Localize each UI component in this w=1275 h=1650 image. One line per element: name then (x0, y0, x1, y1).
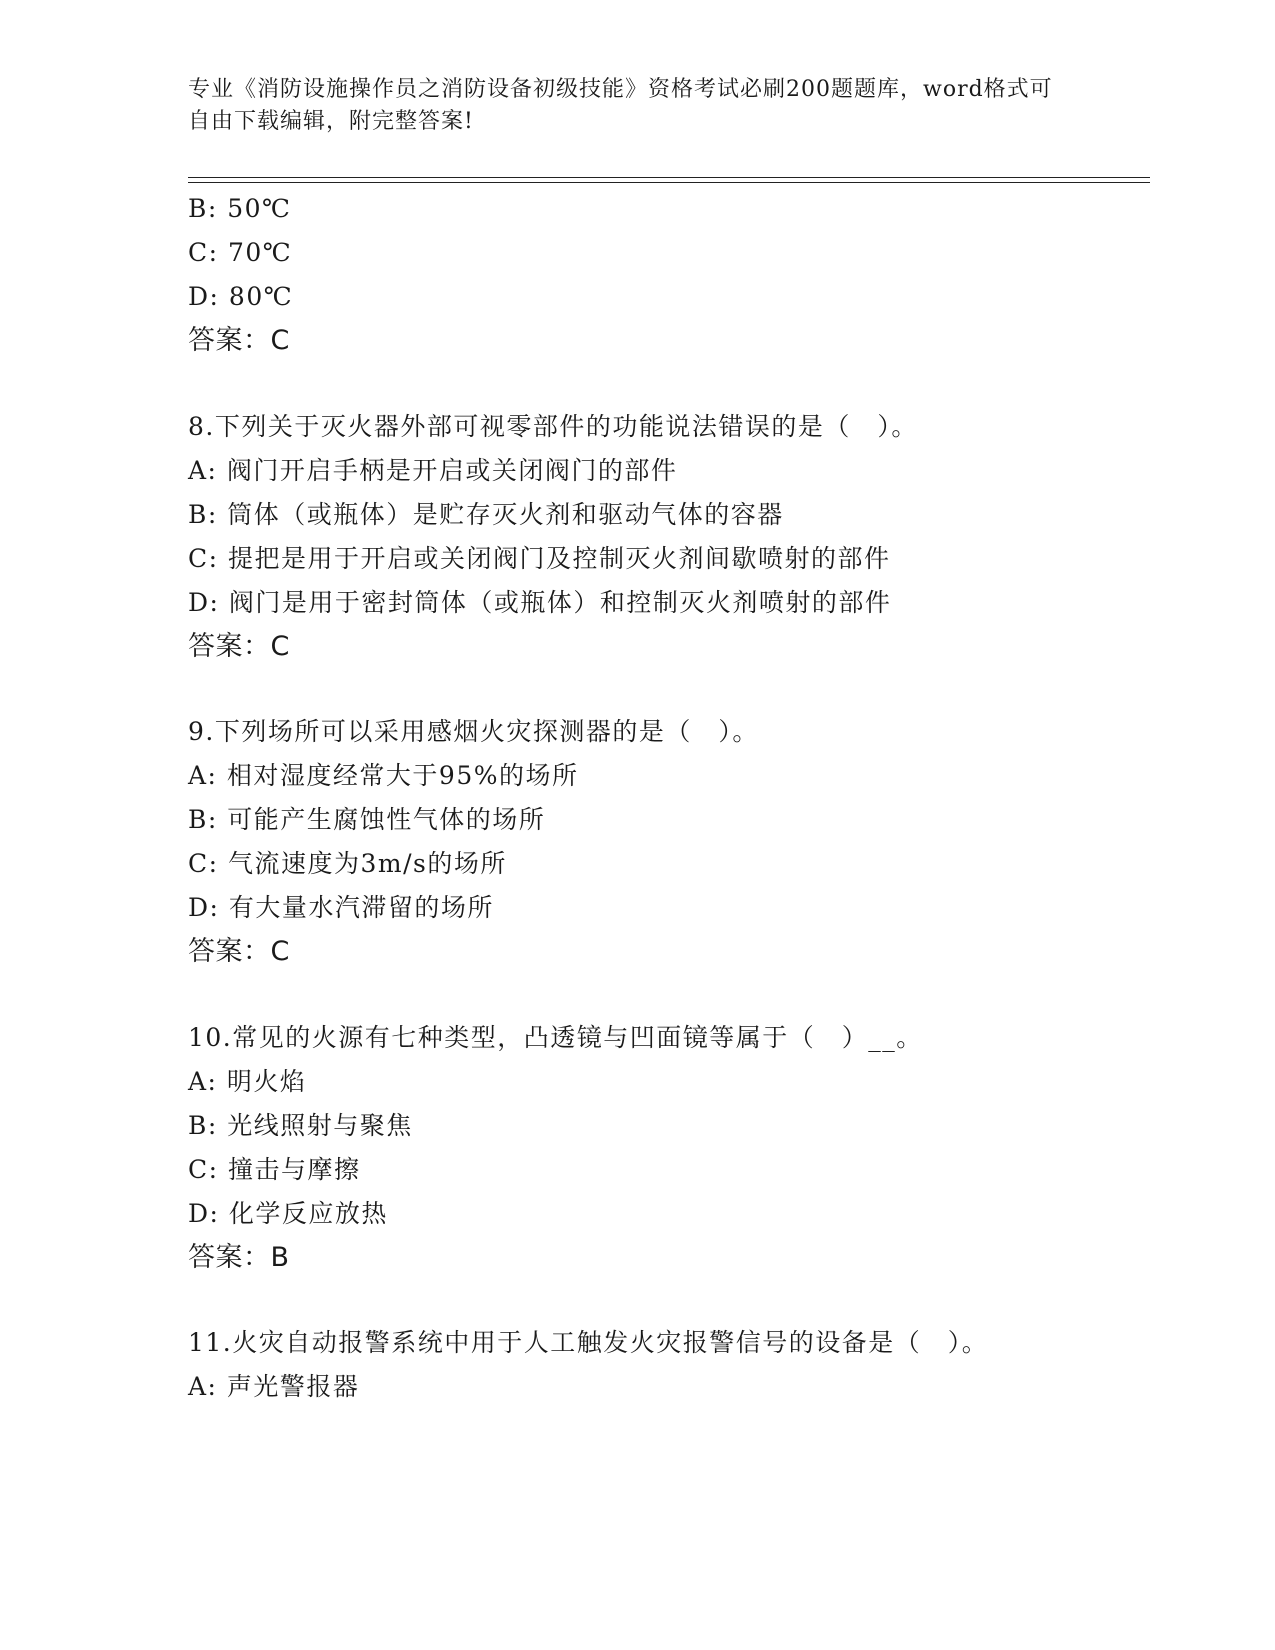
question-8-option-d: D: 阀门是用于密封筒体（或瓶体）和控制灭火剂喷射的部件 (188, 588, 892, 617)
prev-option-d: D: 80℃ (188, 282, 294, 311)
header-divider-top (188, 177, 1150, 178)
question-11-option-a: A: 声光警报器 (188, 1372, 360, 1401)
question-9-option-c: C: 气流速度为3m/s的场所 (188, 849, 507, 878)
question-9-option-a: A: 相对湿度经常大于95%的场所 (188, 761, 579, 790)
prev-option-c: C: 70℃ (188, 238, 293, 267)
question-9-answer: 答案：C (188, 936, 290, 967)
header-divider-bottom (188, 182, 1150, 183)
question-9-stem: 9.下列场所可以采用感烟火灾探测器的是（ ）。 (188, 717, 759, 746)
question-8-stem: 8.下列关于灭火器外部可视零部件的功能说法错误的是（ ）。 (188, 412, 918, 441)
question-8-option-b: B: 筒体（或瓶体）是贮存灭火剂和驱动气体的容器 (188, 500, 784, 529)
question-10-option-c: C: 撞击与摩擦 (188, 1155, 361, 1184)
question-8-option-a: A: 阀门开启手柄是开启或关闭阀门的部件 (188, 456, 678, 485)
question-10-option-a: A: 明火焰 (188, 1067, 307, 1096)
question-8-option-c: C: 提把是用于开启或关闭阀门及控制灭火剂间歇喷射的部件 (188, 544, 891, 573)
question-8-answer: 答案：C (188, 631, 290, 662)
question-11-stem: 11.火灾自动报警系统中用于人工触发火灾报警信号的设备是（ ）。 (188, 1328, 989, 1357)
prev-answer: 答案：C (188, 325, 290, 356)
question-9-option-b: B: 可能产生腐蚀性气体的场所 (188, 805, 546, 834)
question-9-option-d: D: 有大量水汽滞留的场所 (188, 893, 494, 922)
document-header: 专业《消防设施操作员之消防设备初级技能》资格考试必刷200题题库，word格式可自由下载编辑，附完整答案! (188, 77, 1053, 134)
question-10-option-d: D: 化学反应放热 (188, 1199, 388, 1228)
question-10-stem: 10.常见的火源有七种类型，凸透镜与凹面镜等属于（ ）__。 (188, 1023, 923, 1052)
prev-option-b: B: 50℃ (188, 194, 292, 223)
question-10-option-b: B: 光线照射与聚焦 (188, 1111, 413, 1140)
question-10-answer: 答案：B (188, 1242, 290, 1273)
